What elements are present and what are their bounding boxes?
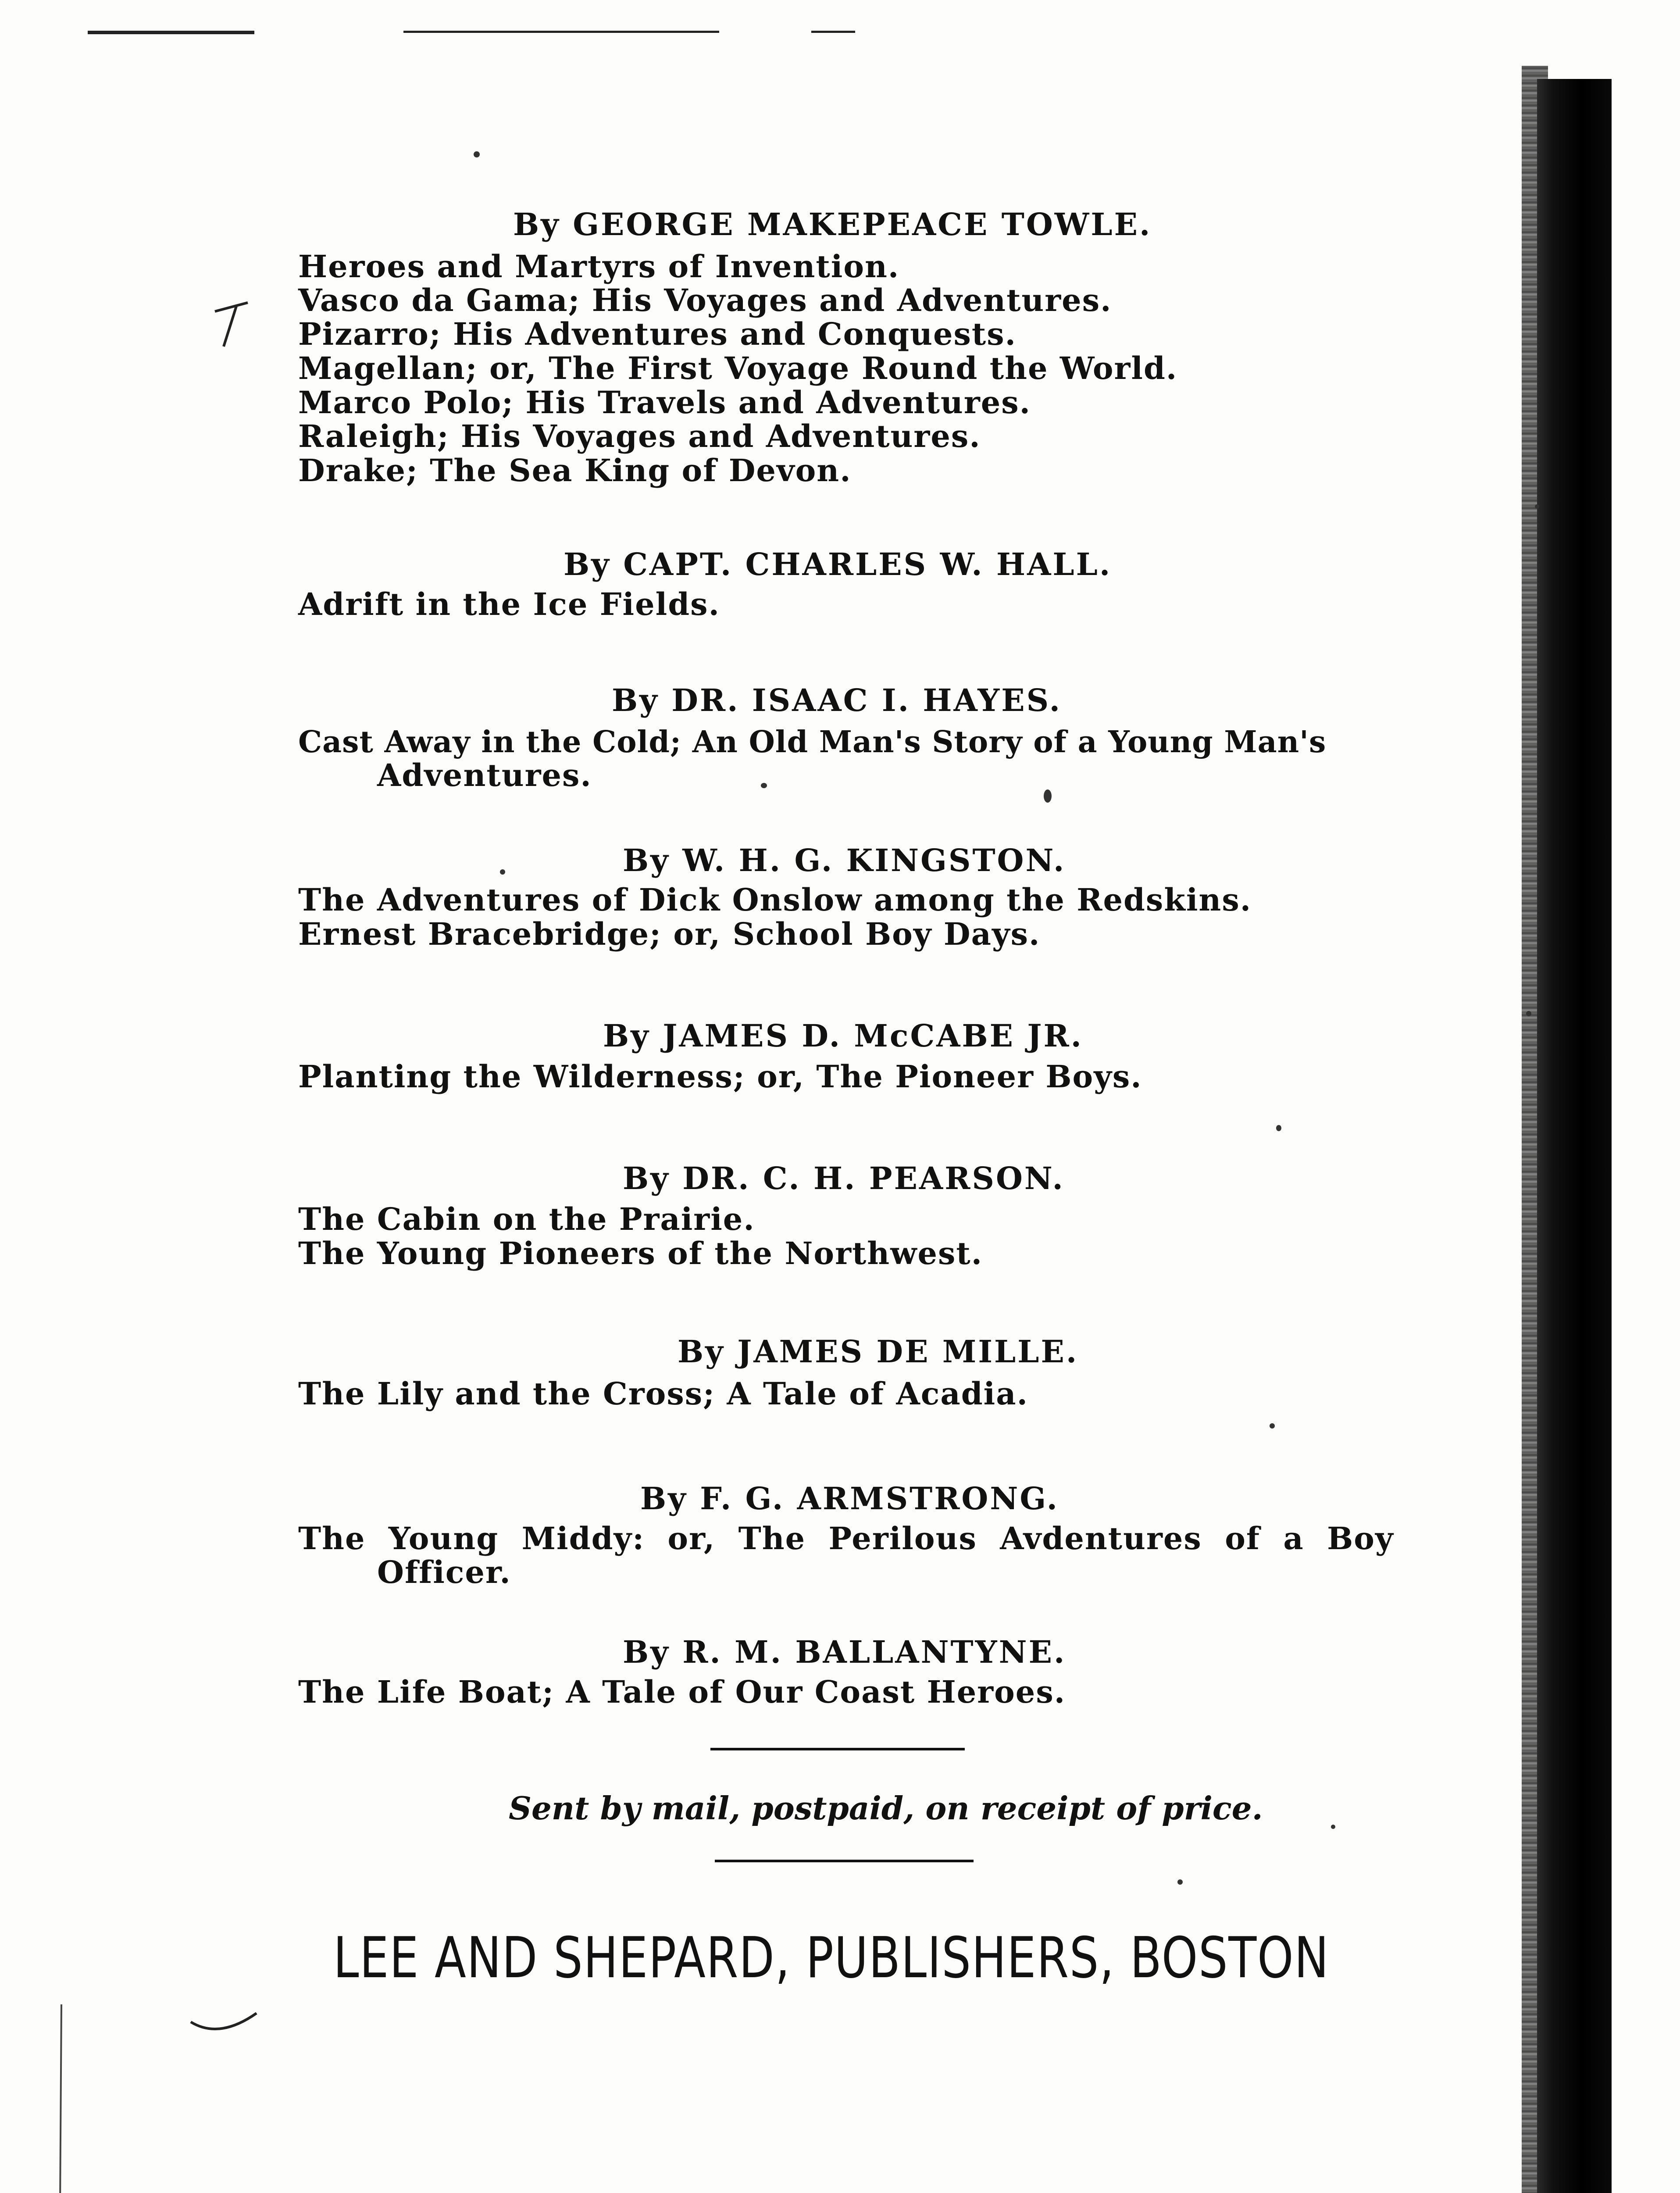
- left-margin-marks: [44, 2000, 79, 2193]
- book-title-continuation: Adventures.: [377, 757, 592, 793]
- book-title: Marco Polo; His Travels and Adventures.: [298, 384, 1031, 421]
- author-heading: By JAMES DE MILLE.: [678, 1333, 1079, 1370]
- book-title: The Young Middy: or, The Perilous Avdentures of a Boy: [298, 1520, 1394, 1557]
- scan-speck: [1331, 1825, 1335, 1829]
- scan-speck: [761, 783, 767, 788]
- pencil-stroke-mark: [184, 2009, 272, 2057]
- scan-speck: [1535, 504, 1539, 509]
- book-title: Raleigh; His Voyages and Adventures.: [298, 418, 981, 454]
- book-title: The Life Boat; A Tale of Our Coast Heroes.: [298, 1674, 1066, 1710]
- book-title: Adrift in the Ice Fields.: [298, 586, 720, 622]
- author-heading: By JAMES D. McCABE JR.: [603, 1018, 1084, 1054]
- book-title: Heroes and Martyrs of Invention.: [298, 248, 900, 285]
- author-heading: By F. G. ARMSTRONG.: [640, 1480, 1059, 1517]
- author-heading: By DR. ISAAC I. HAYES.: [612, 682, 1062, 718]
- divider-rule: [710, 1748, 965, 1750]
- book-title-continuation: Officer.: [377, 1554, 511, 1590]
- book-title: Drake; The Sea King of Devon.: [298, 452, 852, 489]
- publisher-imprint: LEE AND SHEPARD, PUBLISHERS, BOSTON: [333, 1925, 1330, 1991]
- author-heading: By W. H. G. KINGSTON.: [623, 842, 1066, 879]
- scan-speck: [1276, 1125, 1281, 1131]
- binding-shadow: [1537, 79, 1612, 2193]
- scan-speck: [1526, 1011, 1531, 1016]
- book-title: The Lily and the Cross; A Tale of Acadia.: [298, 1375, 1028, 1412]
- book-title: Pizarro; His Adventures and Conquests.: [298, 316, 1017, 352]
- scan-speck: [1177, 1879, 1183, 1885]
- author-heading: By DR. C. H. PEARSON.: [623, 1160, 1065, 1197]
- book-title: Magellan; or, The First Voyage Round the World.: [298, 350, 1178, 386]
- mail-order-note: Sent by mail, postpaid, on receipt of price.: [509, 1789, 1263, 1827]
- author-heading: By GEORGE MAKEPEACE TOWLE.: [513, 206, 1152, 243]
- scan-speck: [500, 869, 505, 875]
- book-title: The Young Pioneers of the Northwest.: [298, 1235, 983, 1272]
- book-title: The Cabin on the Prairie.: [298, 1201, 755, 1237]
- divider-rule: [715, 1860, 974, 1862]
- book-title: Ernest Bracebridge; or, School Boy Days.: [298, 916, 1041, 952]
- pencil-tick-mark: [206, 294, 259, 355]
- book-title: Cast Away in the Cold; An Old Man's Story of a Young Man's: [298, 725, 1327, 760]
- top-rule-right-end: [811, 31, 855, 33]
- author-heading: By R. M. BALLANTYNE.: [623, 1634, 1066, 1670]
- author-heading: By CAPT. CHARLES W. HALL.: [564, 546, 1112, 582]
- scan-speck: [1044, 789, 1052, 803]
- top-rule-left: [88, 31, 254, 34]
- book-title: The Adventures of Dick Onslow among the Redskins.: [298, 882, 1252, 918]
- scan-speck: [474, 151, 480, 157]
- top-rule-right: [403, 31, 719, 33]
- book-title: Planting the Wilderness; or, The Pioneer Boys.: [298, 1058, 1142, 1095]
- scan-speck: [1270, 1423, 1275, 1429]
- book-title: Vasco da Gama; His Voyages and Adventures.: [298, 282, 1112, 318]
